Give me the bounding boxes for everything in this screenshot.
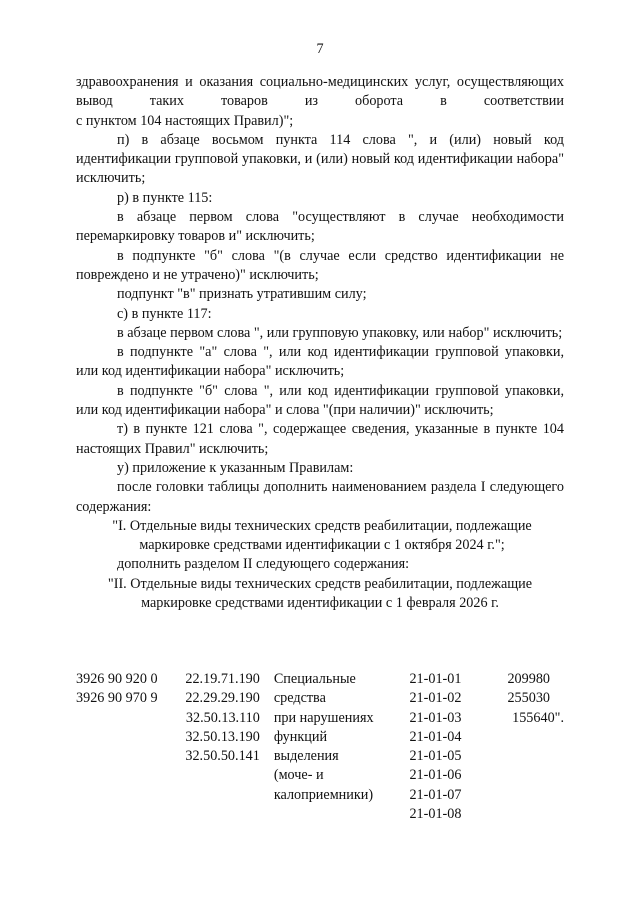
paragraph: в подпункте "а" слова ", или код идентификации групповой упаковки, или код идентификации набора" исключить; — [76, 344, 564, 380]
other-codes-cell — [482, 670, 564, 824]
okpd-code: 22.29.29.190 — [185, 690, 260, 707]
tnved-code: 3926 90 970 9 — [76, 690, 158, 707]
paragraph: у) приложение к указанным Правилам: — [117, 459, 354, 476]
description-cell — [260, 670, 396, 824]
classifier-codes-cell — [395, 670, 481, 824]
codes-table — [76, 670, 564, 824]
tnved-codes-cell — [76, 670, 170, 824]
paragraph: р) в пункте 115: — [117, 189, 213, 206]
paragraph: после головки таблицы дополнить наименованием раздела I следующего содержания: — [76, 479, 564, 515]
other-code: 255030 — [507, 690, 550, 707]
description-line: (моче- и — [273, 767, 324, 784]
other-code: 209980 — [507, 671, 550, 687]
okpd-code: 32.50.50.141 — [185, 748, 260, 765]
document-body — [76, 73, 564, 613]
okpd-codes-cell — [170, 670, 260, 824]
paragraph: с) в пункте 117: — [117, 305, 212, 322]
paragraph: в абзаце первом слова "осуществляют в случае необходимости перемаркировку товаров и" исключить; — [76, 209, 564, 245]
classifier-code: 21-01-04 — [409, 728, 462, 745]
paragraph: дополнить разделом II следующего содержания: — [117, 556, 410, 573]
paragraph: п) в абзаце восьмом пункта 114 слова ", и (или) новый код идентификации групповой упаковки, и (или) новый код идентификации набора" исключить; — [76, 131, 564, 187]
description-line: функций — [273, 728, 328, 745]
classifier-code: 21-01-05 — [409, 748, 462, 765]
classifier-code: 21-01-01 — [409, 671, 462, 687]
paragraph: в подпункте "б" слова ", или код идентификации групповой упаковки, или код идентификации набора" и слова "(при наличии)" исключить; — [76, 382, 564, 419]
classifier-code: 21-01-08 — [409, 806, 462, 823]
paragraph: т) в пункте 121 слова ", содержащее сведения, указанные в пункте 104 настоящих Правил" исключить; — [76, 421, 564, 457]
description-line: выделения — [273, 748, 339, 765]
paragraph: с пунктом 104 настоящих Правил)"; — [76, 112, 294, 129]
description-line: калоприемники) — [273, 786, 374, 803]
page-number: 7 — [316, 41, 324, 57]
other-code: 155640". — [512, 709, 564, 726]
description-line: при нарушениях — [273, 709, 374, 726]
classifier-code: 21-01-03 — [409, 709, 462, 726]
okpd-code: 22.19.71.190 — [185, 671, 260, 687]
tnved-code: 3926 90 920 0 — [76, 671, 158, 687]
okpd-code: 32.50.13.110 — [185, 709, 260, 726]
paragraph: в подпункте "б" слова "(в случае если средство идентификации не повреждено и не утрачено)" исключить; — [76, 247, 564, 283]
classifier-code: 21-01-02 — [409, 690, 462, 707]
paragraph: в абзаце первом слова ", или групповую упаковку, или набор" исключить; — [117, 324, 563, 341]
section-heading-2: "II. Отдельные виды технических средств реабилитации, подлежащие маркировке средствами идентификации с 1 февраля 2026 г. — [107, 575, 533, 612]
classifier-code: 21-01-07 — [409, 786, 462, 803]
paragraph: подпункт "в" признать утратившим силу; — [117, 286, 367, 303]
classifier-code: 21-01-06 — [409, 767, 462, 784]
description-line: Специальные — [273, 671, 356, 687]
okpd-code: 32.50.13.190 — [185, 728, 260, 745]
table-row — [76, 670, 564, 824]
section-heading-1: "I. Отдельные виды технических средств реабилитации, подлежащие маркировке средствами идентификации с 1 октября 2024 г."; — [112, 517, 532, 554]
paragraph: здравоохранения и оказания социально-медицинских услуг, осуществляющих вывод таких товаров из оборота в соответствии — [76, 74, 564, 110]
description-line: средства — [273, 690, 326, 707]
